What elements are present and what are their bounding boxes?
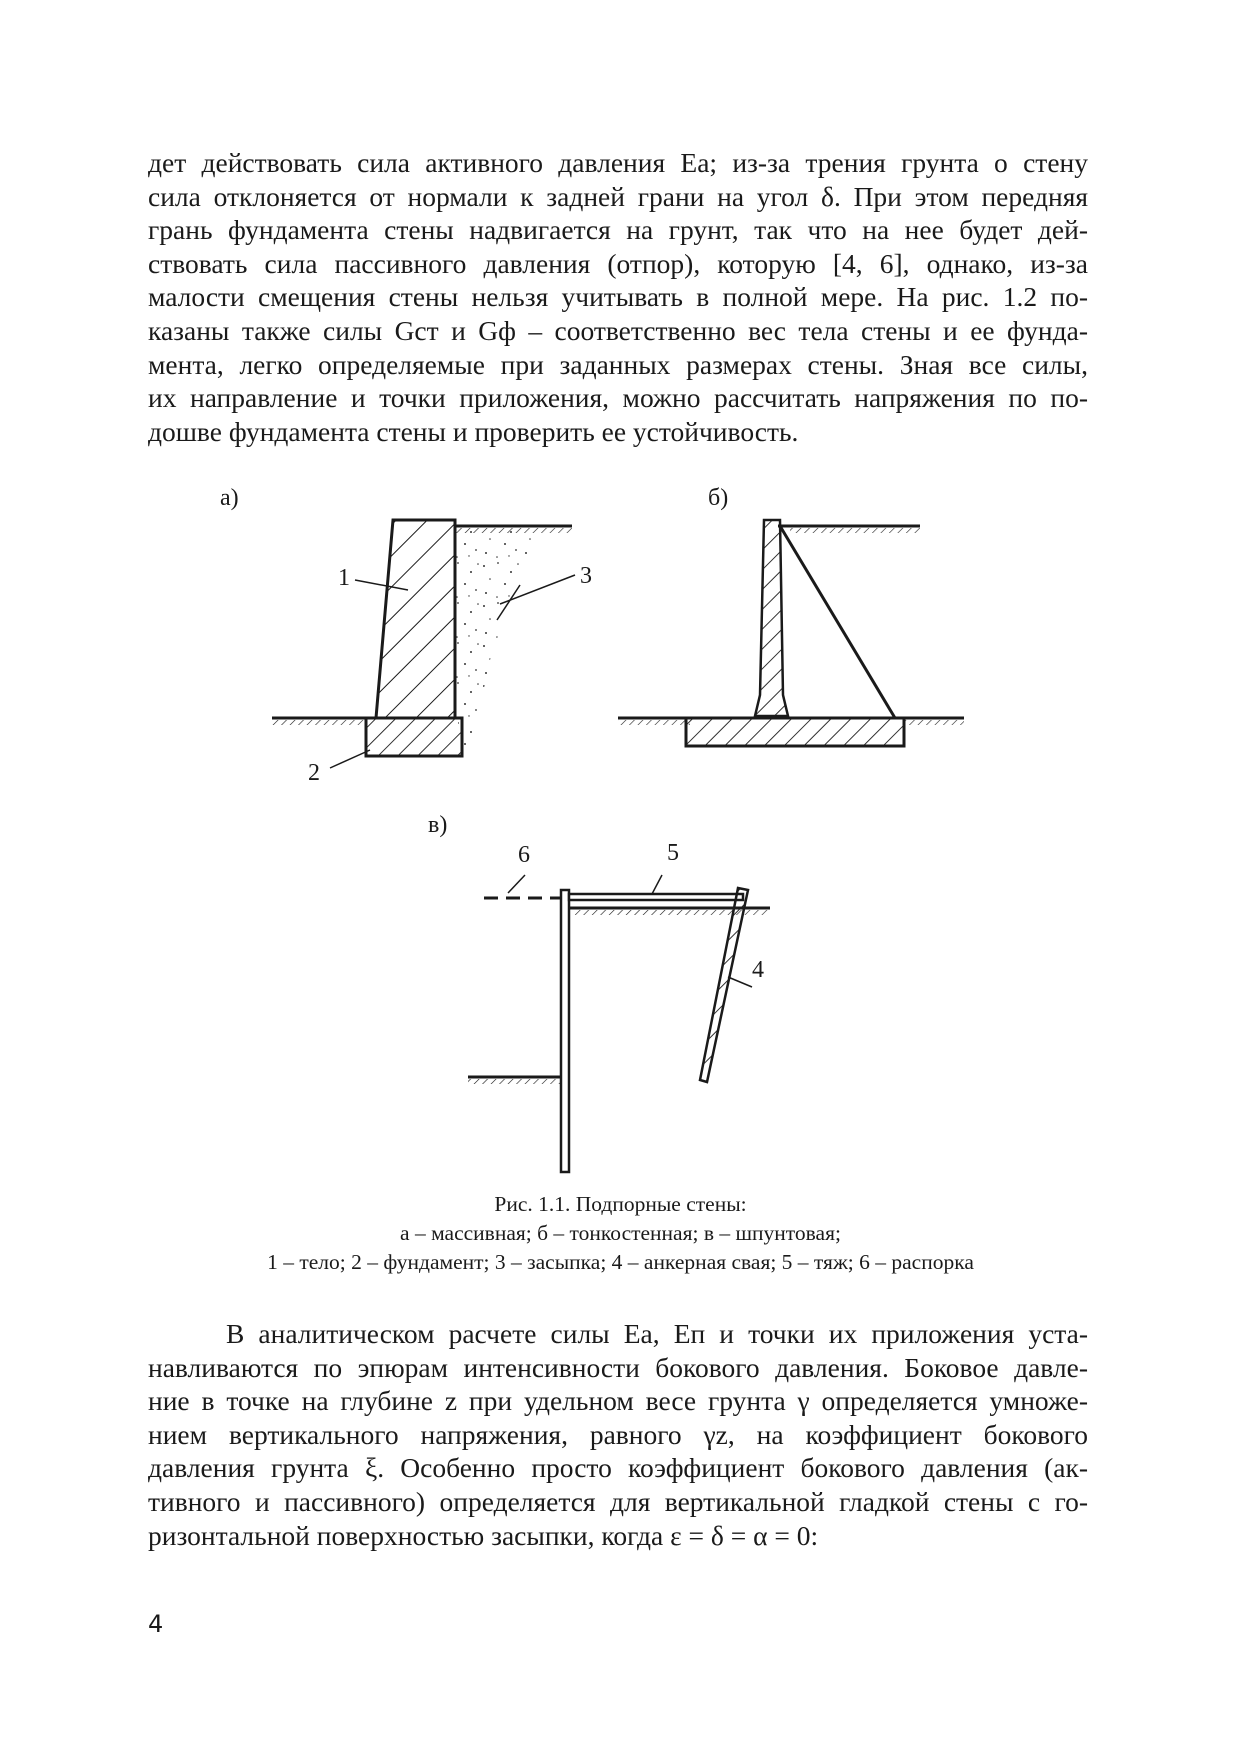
ground-hatch-low-v [468,1079,561,1084]
text-line: дошве фундамента стены и проверить ее устойчивость. [148,415,799,447]
label-4: 4 [752,957,764,983]
leader-6 [508,875,525,893]
page-number: 4 [148,1610,164,1638]
text-line: В аналитическом расчете силы Eа, Eп и точки их приложения уста- [226,1318,1088,1349]
label-a: а) [220,485,239,511]
label-5: 5 [667,840,679,866]
label-6: 6 [518,842,530,868]
text-line: казаны также силы Gст и Gф – соответственно вес тела стены и ее фунда- [148,314,1088,346]
text-line: их направление и точки приложения, можно рассчитать напряжения по по- [148,382,1088,414]
caption-legend: 1 – тело; 2 – фундамент; 3 – засыпка; 4 – анкерная свая; 5 – тяж; 6 – распорка [267,1250,974,1274]
leader-5 [652,875,662,894]
text-line: тивного и пассивного) определяется для вертикальной гладкой стены с го- [148,1485,1088,1517]
text-line: грань фундамента стены надвигается на грунт, так что на нее будет дей- [148,214,1088,246]
wall-body [376,520,455,718]
text-line: нием вертикального напряжения, равного γz, на коэффициент бокового [148,1418,1088,1450]
label-b: б) [708,485,729,511]
thin-wall-body [755,520,788,716]
text-line: ризонтальной поверхностью засыпки, когда ε = δ = α = 0: [148,1519,819,1551]
counterfort-line [780,526,895,718]
ground-hatch-front-a [272,720,366,725]
backfill-sand [455,526,540,760]
wall-foundation [366,718,462,756]
ground-hatch-back-b [905,720,964,725]
text-line: ствовать сила пассивного давления (отпор), которую [4, 6], однако, из-за [148,247,1088,279]
tie-rod [569,894,743,900]
leader-4 [728,977,752,987]
figure-drawing [0,480,1241,1200]
ground-hatch-top-a [455,528,572,533]
ground-hatch-front-b [618,720,690,725]
text-line: сила отклоняется от нормали к задней грани на угол δ. При этом передняя [148,180,1088,212]
text-line: ние в точке на глубине z при удельном весе грунта γ определяется умноже- [148,1385,1088,1417]
sheet-pile [561,890,569,1172]
leader-2 [330,750,370,768]
caption-types: а – массивная; б – тонкостенная; в – шпунтовая; [400,1221,841,1245]
paragraph-top [148,146,1088,448]
paragraph-bottom [148,1317,1088,1552]
anchor-pile [700,888,748,1082]
label-2: 2 [308,760,320,786]
text-line: дет действовать сила активного давления Eа; из-за трения грунта о стену [148,147,1088,178]
text-line: давления грунта ξ. Особенно просто коэффициент бокового давления (ак- [148,1452,1088,1484]
label-1: 1 [338,565,350,591]
retaining-walls-figure [0,480,1241,1200]
text-line: малости смещения стены нельзя учитывать в полной мере. На рис. 1.2 по- [148,281,1088,313]
base-slab [686,718,904,746]
label-v: в) [428,812,448,838]
label-3: 3 [580,563,592,589]
caption-title: Рис. 1.1. Подпорные стены: [494,1192,747,1216]
text-line: навливаются по эпюрам интенсивности бокового давления. Боковое давле- [148,1351,1088,1383]
text-line: мента, легко определяемые при заданных размерах стены. Зная все силы, [148,348,1088,380]
ground-hatch-top-b [790,528,920,533]
